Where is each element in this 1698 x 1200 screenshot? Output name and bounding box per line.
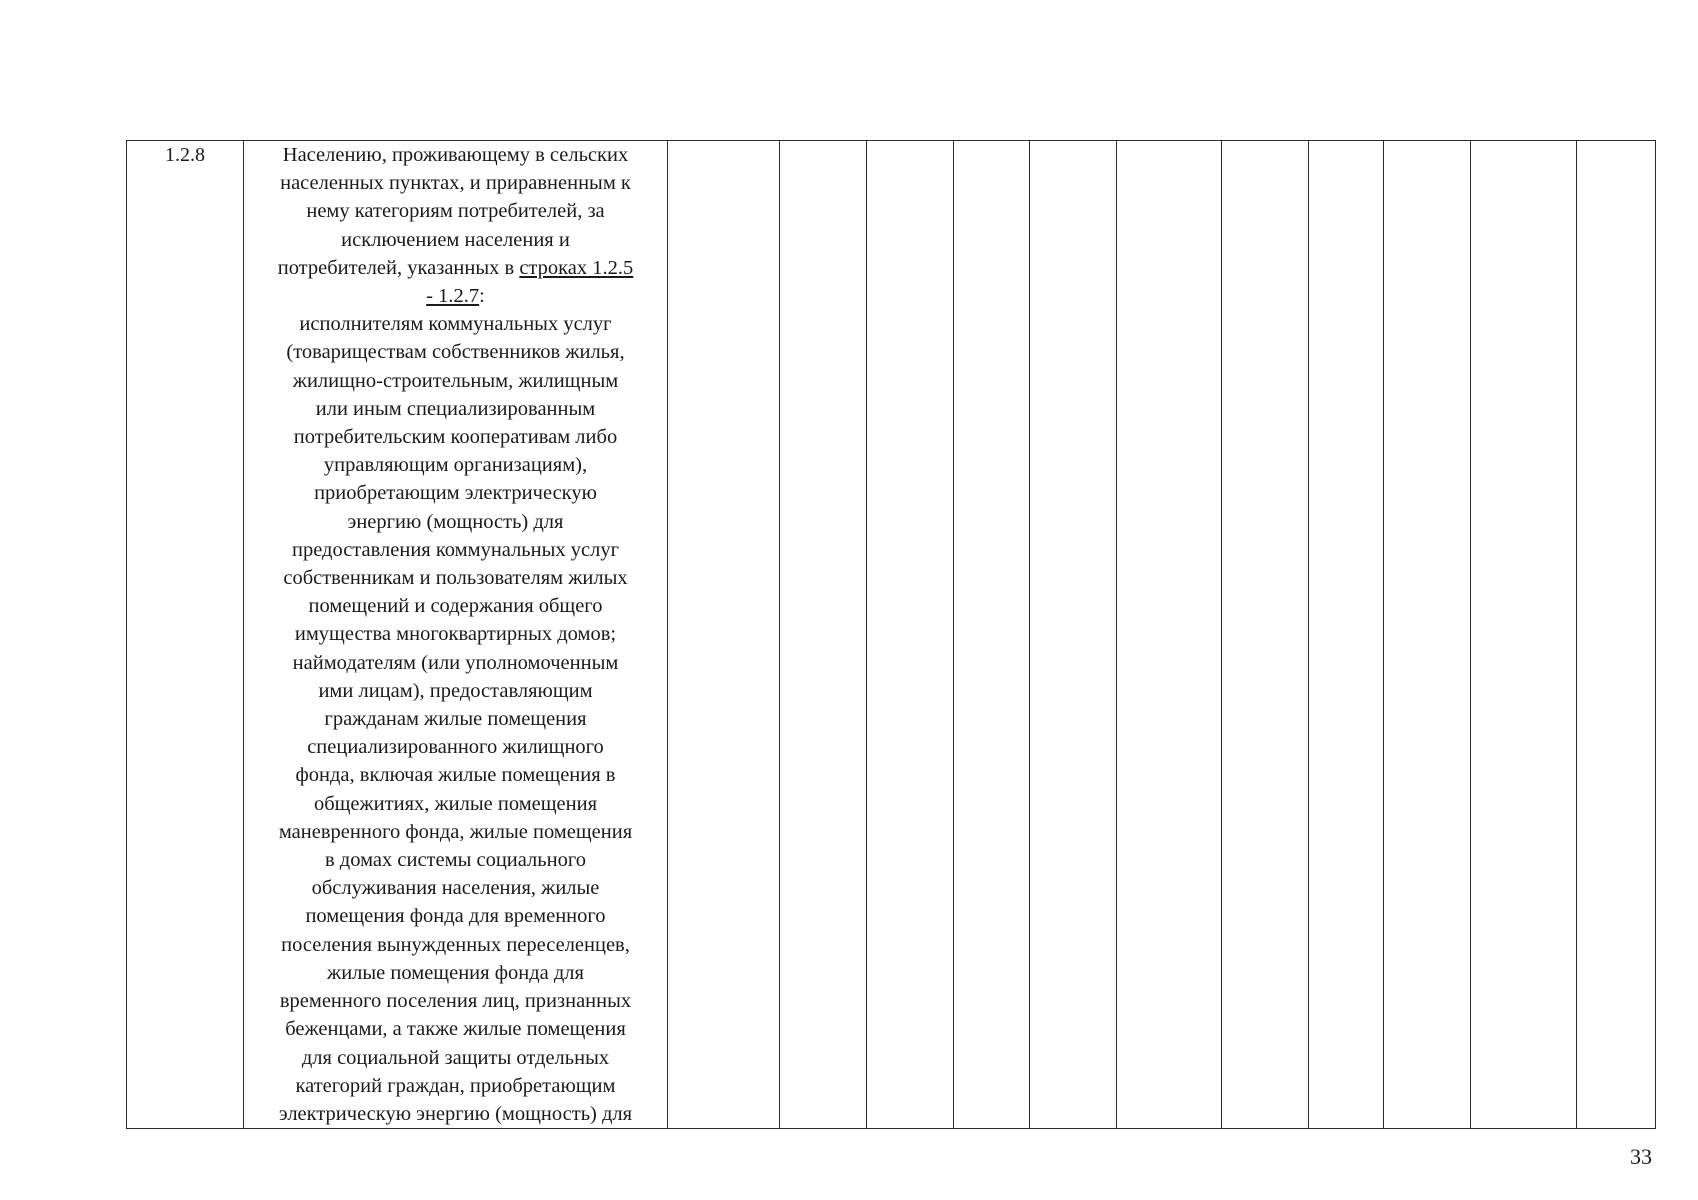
line-text: имущества многоквартирных домов;	[294, 623, 617, 646]
page-number: 33	[1630, 1144, 1652, 1169]
description-line	[244, 705, 667, 733]
description-line	[244, 367, 667, 395]
line-text: специализированного жилищного	[307, 736, 604, 759]
description-line	[244, 141, 667, 169]
line-text: временного поселения лиц, признанных	[279, 990, 632, 1013]
line-text: ими лицам), предоставляющим	[318, 679, 593, 702]
description-line	[244, 564, 667, 592]
value-cell	[780, 141, 867, 1129]
line-text: исключением населения и	[341, 228, 570, 251]
line-text: нему категориям потребителей, за	[306, 200, 605, 223]
line-text: управляющим организациям),	[323, 454, 588, 477]
description-line	[244, 733, 667, 761]
value-cell	[1030, 141, 1117, 1129]
description-line	[244, 282, 667, 310]
row-reference-link[interactable]: - 1.2.7	[426, 285, 480, 308]
line-text: :	[479, 285, 485, 308]
description-line	[244, 902, 667, 930]
value-cell	[1577, 141, 1656, 1129]
value-cell	[1471, 141, 1577, 1129]
description-line	[244, 536, 667, 564]
row-reference-link[interactable]: строках 1.2.5	[519, 256, 634, 279]
tariff-table	[126, 140, 1656, 1129]
line-text: приобретающим электрическую	[314, 482, 597, 505]
line-text: электрическую энергию (мощность) для	[278, 1102, 633, 1125]
description-line	[244, 1044, 667, 1072]
description-line	[244, 310, 667, 338]
value-cell	[1384, 141, 1471, 1129]
line-text: энергию (мощность) для	[347, 510, 564, 533]
line-text: потребительским кооперативам либо	[293, 426, 618, 449]
description-line	[244, 338, 667, 366]
description-line	[244, 254, 667, 282]
line-text: или иным специализированным	[315, 397, 596, 420]
value-cell	[1222, 141, 1309, 1129]
description-line	[244, 197, 667, 225]
description-line	[244, 479, 667, 507]
description-line	[244, 677, 667, 705]
line-text: фонда, включая жилые помещения в	[295, 764, 616, 787]
line-text: помещений и содержания общего	[308, 595, 603, 618]
description-line	[244, 959, 667, 987]
line-text: категорий граждан, приобретающим	[295, 1074, 616, 1097]
line-text: для социальной защиты отдельных	[301, 1046, 610, 1069]
line-text: предоставления коммунальных услуг	[291, 538, 620, 561]
row-description	[244, 141, 668, 1129]
description-line	[244, 423, 667, 451]
line-text: в домах системы социального	[324, 849, 586, 872]
line-text: потребителей, указанных в	[277, 256, 520, 279]
line-text: обслуживания населения, жилые	[311, 877, 600, 900]
value-cell	[1117, 141, 1222, 1129]
line-text: наймодателям (или уполномоченным	[292, 651, 619, 674]
line-text: жилищно-строительным, жилищным	[292, 369, 619, 392]
description-line	[244, 931, 667, 959]
description-line	[244, 649, 667, 677]
description-line	[244, 451, 667, 479]
line-text: маневренного фонда, жилые помещения	[278, 820, 633, 843]
line-text: Населению, проживающему в сельских	[282, 144, 629, 166]
value-cell	[954, 141, 1030, 1129]
description-line	[244, 592, 667, 620]
line-text: помещения фонда для временного	[305, 905, 606, 928]
line-text: поселения вынужденных переселенцев,	[281, 933, 630, 956]
row-number: 1.2.8	[127, 141, 244, 1129]
value-cell	[867, 141, 954, 1129]
line-text: жилые помещения фонда для	[327, 961, 584, 984]
description-line	[244, 226, 667, 254]
line-text: населенных пунктах, и приравненным к	[280, 172, 631, 195]
line-text: общежитиях, жилые помещения	[313, 792, 598, 815]
description-line	[244, 846, 667, 874]
line-text: (товариществам собственников жилья,	[286, 341, 625, 364]
description-line	[244, 1015, 667, 1043]
description-line	[244, 620, 667, 648]
description-line	[244, 818, 667, 846]
description-line	[244, 1100, 667, 1128]
line-text: гражданам жилые помещения	[324, 708, 587, 731]
description-line	[244, 761, 667, 789]
line-text: беженцами, а также жилые помещения	[285, 1018, 626, 1041]
description-line	[244, 508, 667, 536]
value-cell	[668, 141, 780, 1129]
description-line	[244, 395, 667, 423]
value-cell	[1309, 141, 1384, 1129]
description-line	[244, 169, 667, 197]
description-line	[244, 790, 667, 818]
description-line	[244, 1072, 667, 1100]
description-line	[244, 874, 667, 902]
table-row	[127, 141, 1656, 1129]
line-text: собственникам и пользователям жилых	[283, 567, 628, 590]
description-line	[244, 987, 667, 1015]
line-text: исполнителям коммунальных услуг	[299, 313, 612, 336]
